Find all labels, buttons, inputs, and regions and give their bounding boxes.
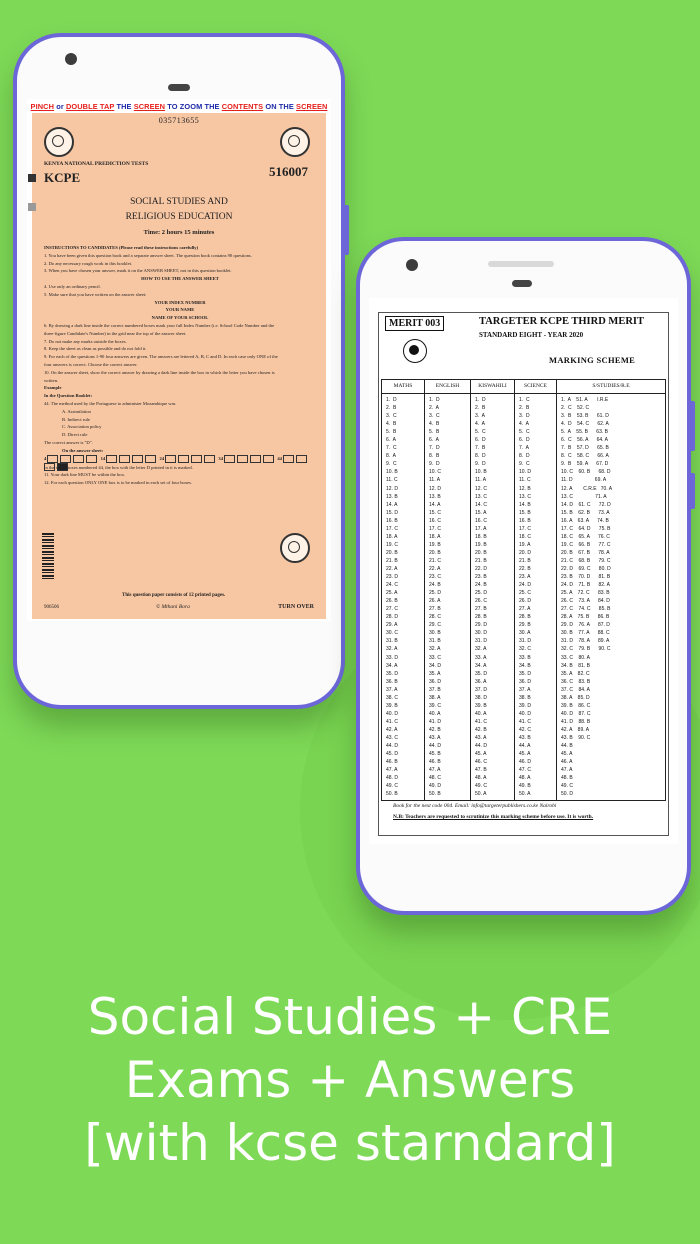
- paper-bottom-code: 906506: [44, 605, 59, 610]
- marking-scheme-page: [378, 312, 669, 836]
- exam-duration: Time: 2 hours 15 minutes: [143, 229, 215, 236]
- volume-button: [344, 205, 349, 255]
- answers-table: [381, 379, 666, 801]
- earpiece-speaker: [488, 261, 554, 267]
- column-maths: MATHS 1. D 2. B 3. C 4. B 5. B 6. A 7. C 8. A 9. C 10. B 11. C 12. D 13. B 14. A 15. D 16. B 17. C 18. A 19. C 20. B 21. B 22. A 23. D 24. C 25. A 26. B 27. C 28. D 29. A 30. C 31. B 32. A 33. D 34. A 35. D 36. B 37. A 38. C 39. B 40. D 41. C 42. A 43. C 44. D 45. D 46. B 47. A 48. D 49. C 50. B: [382, 380, 425, 800]
- publisher-seal-icon: [403, 339, 427, 363]
- earpiece-speaker: [512, 280, 532, 287]
- column-english: ENGLISH 1. D 2. A 3. C 4. B 5. B 6. A 7. D 8. B 9. D 10. C 11. A 12. D 13. B 14. A 15. C 16. C 17. C 18. A 19. B 20. B 21. C 22. A 23. C 24. B 25. D 26. A 27. B 28. C 29. C 30. B 31. B 32. A 33. C 34. D 35. A 36. D 37. B 38. A 39. C 40. A 41. D 42. B 43. A 44. D 45. B 46. B 47. A 48. C 49. D 50. B: [425, 380, 471, 800]
- answer-bubbles: 4 14 24 34 44: [44, 455, 316, 464]
- exam-name: KCPE: [44, 170, 81, 185]
- coat-of-arms-icon: [280, 533, 310, 563]
- phone-screen[interactable]: [369, 298, 678, 844]
- front-camera-icon: [406, 259, 418, 271]
- earpiece-speaker: [168, 84, 190, 91]
- caption-line-1: Social Studies + CRE: [87, 988, 613, 1046]
- front-camera-icon: [65, 53, 77, 65]
- paper-serial: 035713655: [158, 116, 200, 125]
- scheme-heading: MARKING SCHEME: [549, 355, 636, 365]
- merit-logo: MERIT 003: [385, 316, 444, 331]
- scheme-footer-contact: Book for the next code 004. Email: info@targeterpublishers.co.ke Nairobi: [393, 803, 557, 809]
- scheme-footer-note: N.B: Teachers are requested to scrutinize this marking scheme before use. It is worth.: [393, 814, 594, 820]
- printed-pages-note: This question paper consists of 12 printed pages.: [122, 593, 226, 598]
- column-science: SCIENCE 1. C 2. B 3. D 4. A 5. C 6. D 7. A 8. D 9. C 10. D 11. C 12. B 13. C 14. B 15. B 16. B 17. C 18. C 19. A 20. D 21. B 22. B 23. A 24. D 25. C 26. D 27. A 28. B 29. B 30. A 31. D 32. C 33. B 34. B 35. D 36. D 37. A 38. B 39. D 40. D 41. C 42. C 43. B 44. A 45. A 46. D 47. C 48. A 49. B 50. A: [515, 380, 557, 800]
- power-button: [690, 473, 695, 509]
- phone-screen[interactable]: [27, 99, 331, 621]
- subject-title: SOCIAL STUDIES AND RELIGIOUS EDUCATION: [125, 197, 233, 222]
- zoom-hint: PINCH or DOUBLE TAP THE SCREEN TO ZOOM THE CONTENTS ON THE SCREEN: [30, 102, 328, 111]
- copyright: © Mthani Bora: [156, 604, 190, 610]
- paper-code: 516007: [269, 164, 308, 179]
- scheme-subtitle: STANDARD EIGHT - YEAR 2020: [479, 331, 584, 339]
- barcode-icon: [42, 533, 54, 581]
- promo-caption: [0, 986, 700, 1175]
- coat-of-arms-icon: [280, 127, 310, 157]
- phone-mockup-marking-scheme: [356, 237, 691, 915]
- marker-square: [28, 174, 36, 182]
- exam-paper-page: [32, 113, 326, 619]
- column-social-studies-re: S/STUDIES/R.E 1. A 51. A I.R.E 2. C 52. C 3. B 53. B 61. D 4. D 54. C 62. A 5. A 55. B 63. B 6. C 56. A 64. A 7. B 57. D 65. B 8. C 58. C 66. A 9. B 59. A 67. D 10. C 60. B 68. D 11. D 69. A 12. A C.R.E 70. A 13. C 71. A 14. D 61. C 72. D 15. B 62. B 73. A 16. A 63. A 74. B 17. C 64. D 75. B 18. C 65. A 76. C 19. C 66. B 77. C 20. B 67. B 78. A 21. C 68. B 79. C 22. D 69. C 80. D 23. B 70. D 81. B 24. D 71. B 82. A 25. A 72. C 83. B 26. C 73. A 84. D 27. C 74. C 85. B 28. A 75. B 86. B 29. D 76. A 87. D 30. B 77. A 88. C 31. D 78. A 89. A 32. C 79. B 90. C 33. C 80. A 34. B 81. B 35. A 82. C 36. C 83. B 37. C 84. A 38. A 85. D 39. B 86. C 40. D 87. C 41. D 88. B 42. A 89. A 43. B 90. C 44. B 45. A 46. A 47. A 48. B 49. C 50. D: [557, 380, 665, 800]
- column-kiswahili: KISWAHILI 1. D 2. B 3. A 4. A 5. C 6. D 7. B 8. D 9. D 10. B 11. A 12. C 13. C 14. C 15. A 16. C 17. A 18. B 19. B 20. B 21. B 22. D 23. B 24. B 25. D 26. C 27. B 28. B 29. D 30. D 31. D 32. A 33. A 34. A 35. D 36. A 37. D 38. D 39. B 40. A 41. C 42. B 43. A 44. D 45. A 46. C 47. B 48. A 49. C 50. A: [471, 380, 515, 800]
- caption-line-3: [with kcse starndard]: [84, 1114, 616, 1172]
- instructions: INSTRUCTIONS TO CANDIDATES (Please read these instructions carefully) 1. You have been given this question book and a separate answer sheet. The question book contains 90 questions. 2. Do any necessary rough work in this booklet. 3. When you have chosen your answer, mark it on the ANSWER SHEET, not in this question booklet. HOW TO USE THE ANSWER SHEET 4. Use only an ordinary pencil. 5. Make sure that you have written on the answer sheet: YOUR INDEX NUMBER YOUR NAME NAME OF YOUR SCHOOL 6. By drawing a dark line inside the correct numbered boxes mark your full Index Number (i.e. School Code Number and the three-figure Candidate's Number) in the grid near the top of the answer sheet. 7. Do not make any marks outside the boxes. 8. Keep the sheet as clean as possible and do not fold it. 9. For each of the questions 1-90 four answers are given. The answers are lettered A, B, C and D. In each case only ONE of the four answers is correct. Choose the correct answer. 10. On the answer sheet, show the correct answer by drawing a dark line inside the box in which the letter you have chosen is written. Example In the Question Booklet: 44. The method used by the Portuguese to administer Mozambique was A. Assimilation B. Indirect rule C. Association policy D. Direct rule The correct answer is "D". On the answer sheet: 4 14 24 34 44 In the set of boxes numbered 44, the box with the letter D printed in it is marked. 11. Your dark line MUST be within the box. 12. For each question ONLY ONE box is to be marked in each set of four boxes.: [44, 244, 316, 487]
- caption-line-2: Exams + Answers: [124, 1051, 576, 1109]
- coat-of-arms-icon: [44, 127, 74, 157]
- scheme-title: TARGETER KCPE THIRD MERIT: [479, 316, 645, 327]
- volume-button: [690, 401, 695, 451]
- phone-mockup-exam-paper: [13, 33, 345, 709]
- turn-over: TURN OVER: [278, 604, 314, 610]
- exam-organization: KENYA NATIONAL PREDICTION TESTS: [44, 161, 149, 167]
